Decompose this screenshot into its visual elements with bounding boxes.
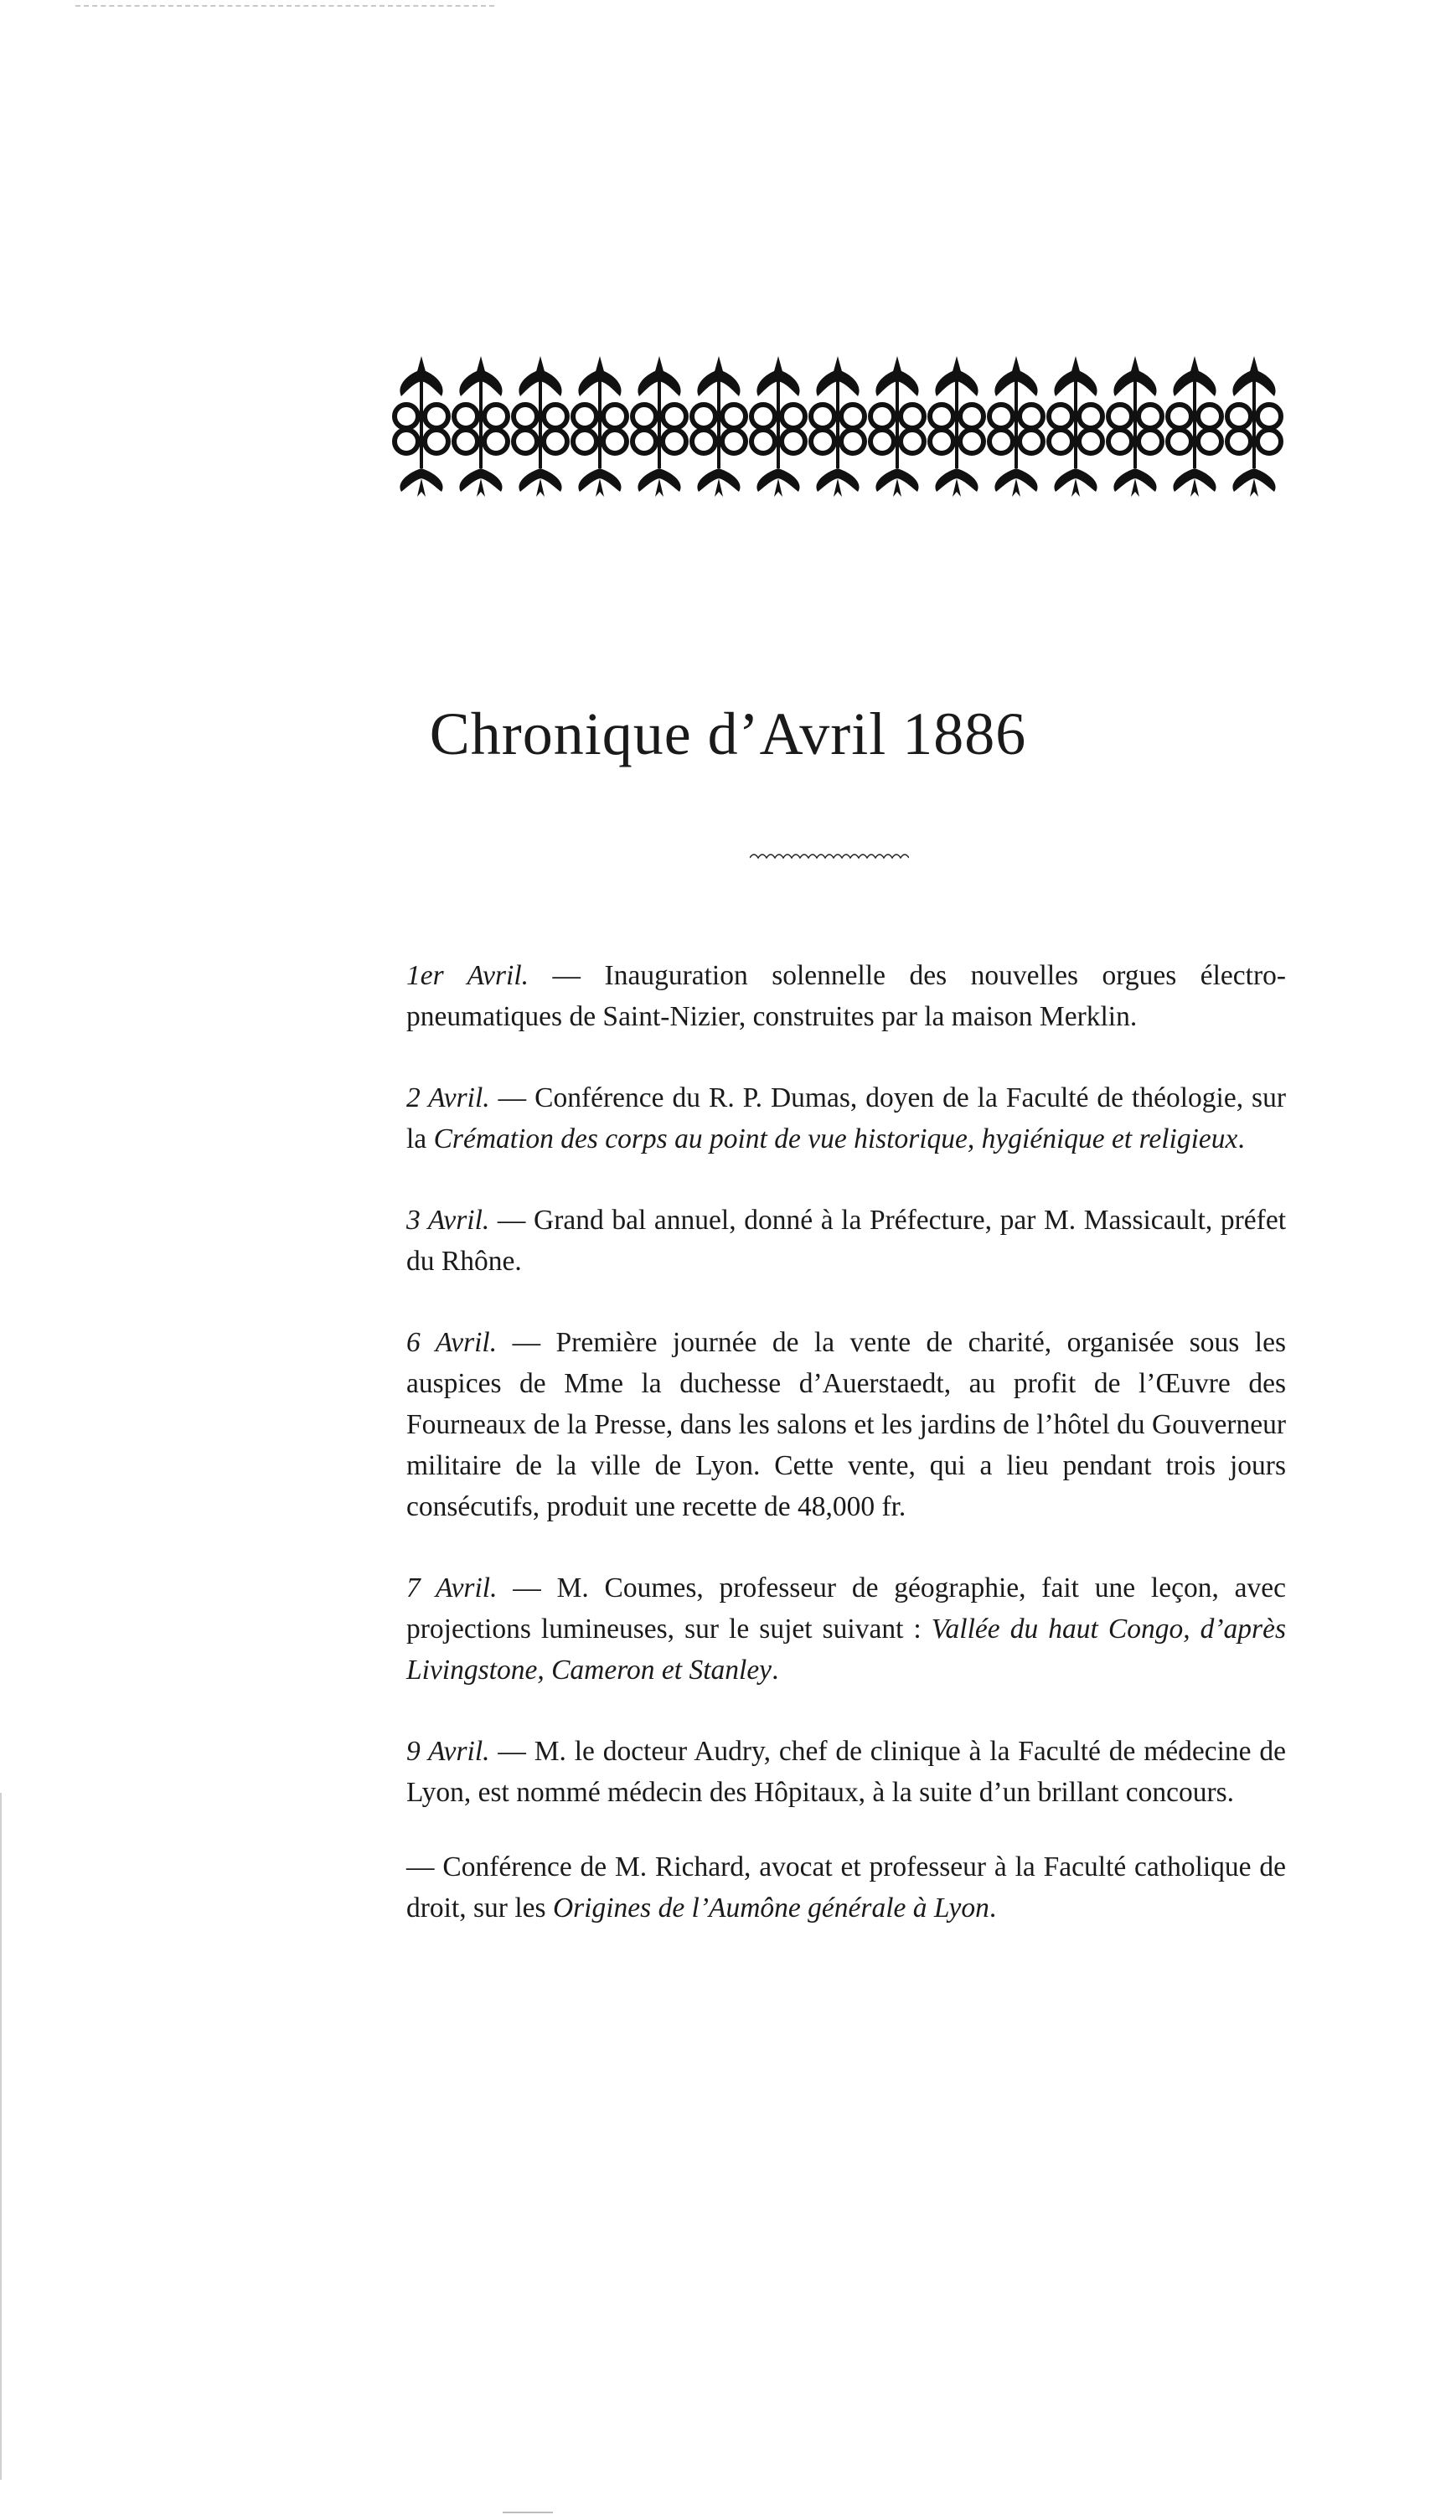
entry-date: 3 Avril. bbox=[406, 1205, 490, 1236]
entry-dash: — bbox=[497, 1327, 556, 1358]
entry-text: Inauguration solennelle des nouvelles orgues électro-pneumatiques de Saint-Nizier, construites par la maison Merklin. bbox=[406, 960, 1287, 1032]
entry-april-2 bbox=[406, 1077, 1286, 1159]
entry-text: M. le docteur Audry, chef de clinique à la Faculté de médecine de Lyon, est nommé médecin des Hôpitaux, à la suite d’un brillant concours. bbox=[406, 1736, 1287, 1808]
scan-left-edge bbox=[0, 1793, 5, 2480]
chronicle-entries bbox=[406, 955, 1286, 1969]
entry-text-end: . bbox=[772, 1655, 779, 1686]
scan-bottom-mark bbox=[503, 2512, 553, 2513]
entry-date: 9 Avril. bbox=[406, 1736, 490, 1767]
entry-date: 2 Avril. bbox=[406, 1082, 490, 1113]
entry-text-end: . bbox=[1237, 1123, 1245, 1154]
entry-date: 1er Avril. bbox=[406, 960, 529, 991]
entry-italic-title: Origines de l’Aumône générale à Lyon bbox=[552, 1893, 989, 1924]
entry-italic-title: Crémation des corps au point de vue historique, hygiénique et religieux bbox=[433, 1123, 1238, 1154]
page-title: Chronique d’Avril 1886 bbox=[429, 700, 1027, 767]
entry-text-end: . bbox=[989, 1893, 997, 1924]
entry-date: 6 Avril. bbox=[406, 1327, 498, 1358]
entry-dash: — bbox=[489, 1205, 534, 1236]
entry-dash: — bbox=[489, 1736, 534, 1767]
entry-dash: — bbox=[497, 1572, 557, 1603]
entry-april-1 bbox=[406, 955, 1286, 1037]
entry-dash: — bbox=[406, 1851, 443, 1882]
entry-text: Première journée de la vente de charité, organisée sous les auspices de Mme la duchesse d’Auerstaedt, au profit de l’Œuvre des Fourneaux de la Presse, dans les salons et les jardins de l’hôtel du Gouverneur militaire de la ville de Lyon. Cette vente, qui a lieu pendant trois jours consécutifs, produit une recette de 48,000 fr. bbox=[406, 1327, 1287, 1522]
entry-dash: — bbox=[489, 1082, 535, 1113]
entry-april-3 bbox=[406, 1200, 1286, 1282]
title-underline-ornament bbox=[750, 851, 909, 861]
entry-dash: — bbox=[529, 960, 605, 991]
entry-april-6 bbox=[406, 1322, 1286, 1527]
entry-april-9-continued bbox=[406, 1846, 1286, 1929]
entry-text: Grand bal annuel, donné à la Préfecture, par M. Massicault, préfet du Rhône. bbox=[406, 1205, 1287, 1277]
entry-text: Conférence du R. P. Dumas, doyen de la Faculté de théologie, sur la bbox=[406, 1082, 1287, 1154]
entry-april-7 bbox=[406, 1567, 1286, 1691]
entry-text: M. Coumes, professeur de géographie, fait une leçon, avec projections lumineuses, sur le sujet suivant : bbox=[406, 1572, 1287, 1645]
entry-text: Conférence de M. Richard, avocat et professeur à la Faculté catholique de droit, sur les bbox=[406, 1851, 1287, 1924]
scan-edge-mark bbox=[75, 5, 494, 7]
fleuron-ornament-band bbox=[392, 348, 1287, 498]
entry-april-9 bbox=[406, 1731, 1286, 1813]
entry-italic-title: Vallée du haut Congo, d’après Livingstone, Cameron et Stanley bbox=[406, 1614, 1286, 1686]
entry-date: 7 Avril. bbox=[406, 1572, 498, 1603]
